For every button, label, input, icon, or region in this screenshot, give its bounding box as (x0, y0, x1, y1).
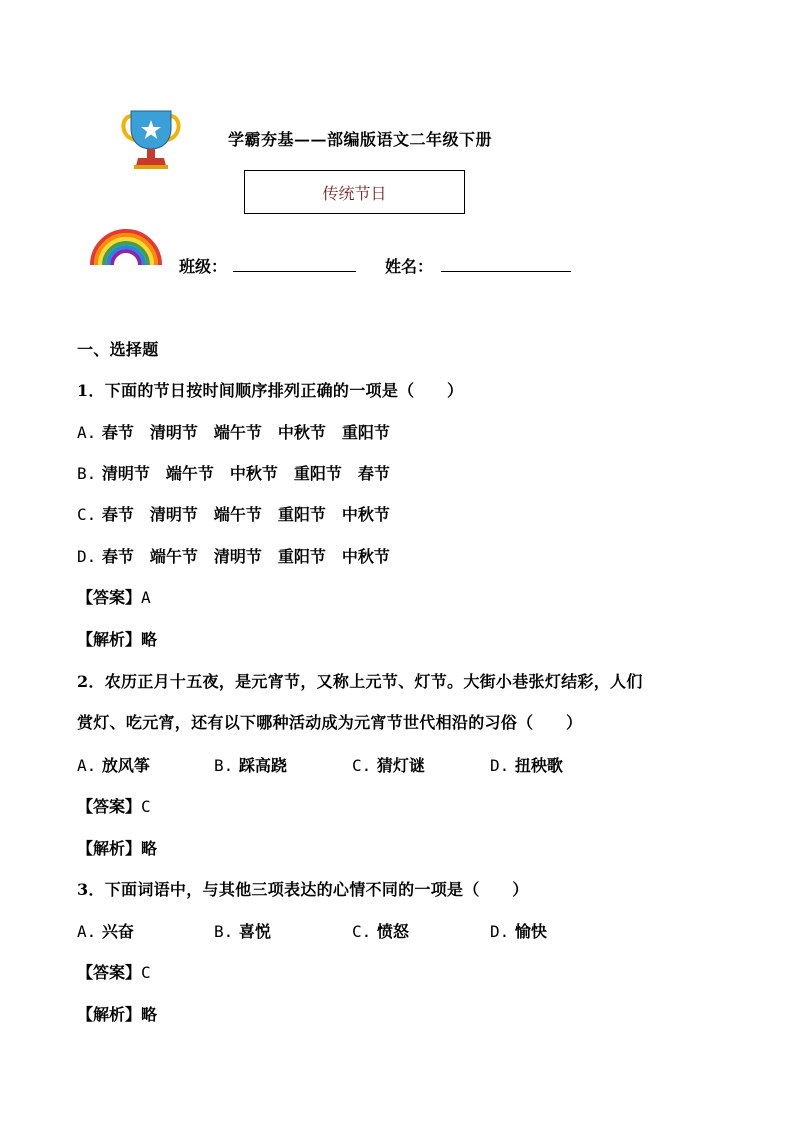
option-d: D. 扭秧歌 (490, 756, 563, 775)
option-c: C. 猜灯谜 (352, 756, 425, 775)
analysis-label: 【解析】 (77, 630, 142, 649)
class-label: 班级： (179, 257, 228, 276)
topic-label: 传统节日 (322, 183, 387, 203)
page-title: 学霸夯基——部编版语文二年级下册 (228, 130, 493, 149)
option-row (77, 420, 390, 443)
answer-label: 【答案】 (77, 588, 142, 607)
question-stem: 3．下面词语中，与其他三项表达的心情不同的一项是（ ） (77, 880, 529, 899)
option-row (77, 544, 390, 567)
option-row (77, 919, 597, 941)
name-label: 姓名： (385, 257, 434, 276)
option-row (77, 461, 390, 484)
option-text: 清明节 端午节 中秋节 重阳节 春节 (101, 464, 390, 483)
answer-label: 【答案】 (77, 797, 142, 816)
answer-line (77, 585, 151, 608)
rainbow-icon (89, 227, 163, 267)
analysis-label: 【解析】 (77, 1005, 142, 1024)
option-d: D. 愉快 (490, 922, 547, 941)
option-letter: B. (77, 464, 97, 483)
option-c: C. 愤怒 (352, 922, 409, 941)
answer-line (77, 794, 151, 817)
option-text: 春节 清明节 端午节 重阳节 中秋节 (101, 505, 390, 524)
option-row (77, 502, 390, 525)
option-b: B. 踩高跷 (214, 756, 287, 775)
option-letter: A. (77, 423, 97, 442)
answer-value: C (141, 797, 151, 816)
option-a: A. 放风筝 (77, 756, 150, 775)
analysis-value: 略 (141, 839, 158, 858)
option-letter: D. (77, 547, 97, 566)
answer-value: A (141, 588, 151, 607)
analysis-value: 略 (141, 1005, 158, 1024)
option-b: B. 喜悦 (214, 922, 271, 941)
trophy-icon (118, 108, 184, 170)
question-stem: 1．下面的节日按时间顺序排列正确的一项是（ ） (77, 381, 464, 400)
analysis-value: 略 (141, 630, 158, 649)
analysis-line (77, 1002, 157, 1025)
analysis-label: 【解析】 (77, 839, 142, 858)
question-stem: 赏灯、吃元宵，还有以下哪种活动成为元宵节世代相沿的习俗（ ） (77, 713, 583, 732)
topic-box (244, 170, 465, 214)
name-field[interactable] (441, 271, 571, 272)
option-letter: C. (77, 505, 97, 524)
option-a: A. 兴奋 (77, 922, 134, 941)
class-field[interactable] (233, 271, 356, 272)
answer-line (77, 960, 151, 983)
analysis-line (77, 627, 157, 650)
section-title: 一、选择题 (77, 340, 159, 359)
question-stem: 2．农历正月十五夜，是元宵节，又称上元节、灯节。大街小巷张灯结彩，人们 (77, 672, 643, 691)
option-row (77, 753, 597, 775)
answer-value: C (141, 963, 151, 982)
analysis-line (77, 836, 157, 859)
option-text: 春节 清明节 端午节 中秋节 重阳节 (101, 423, 390, 442)
option-text: 春节 端午节 清明节 重阳节 中秋节 (101, 547, 390, 566)
answer-label: 【答案】 (77, 963, 142, 982)
